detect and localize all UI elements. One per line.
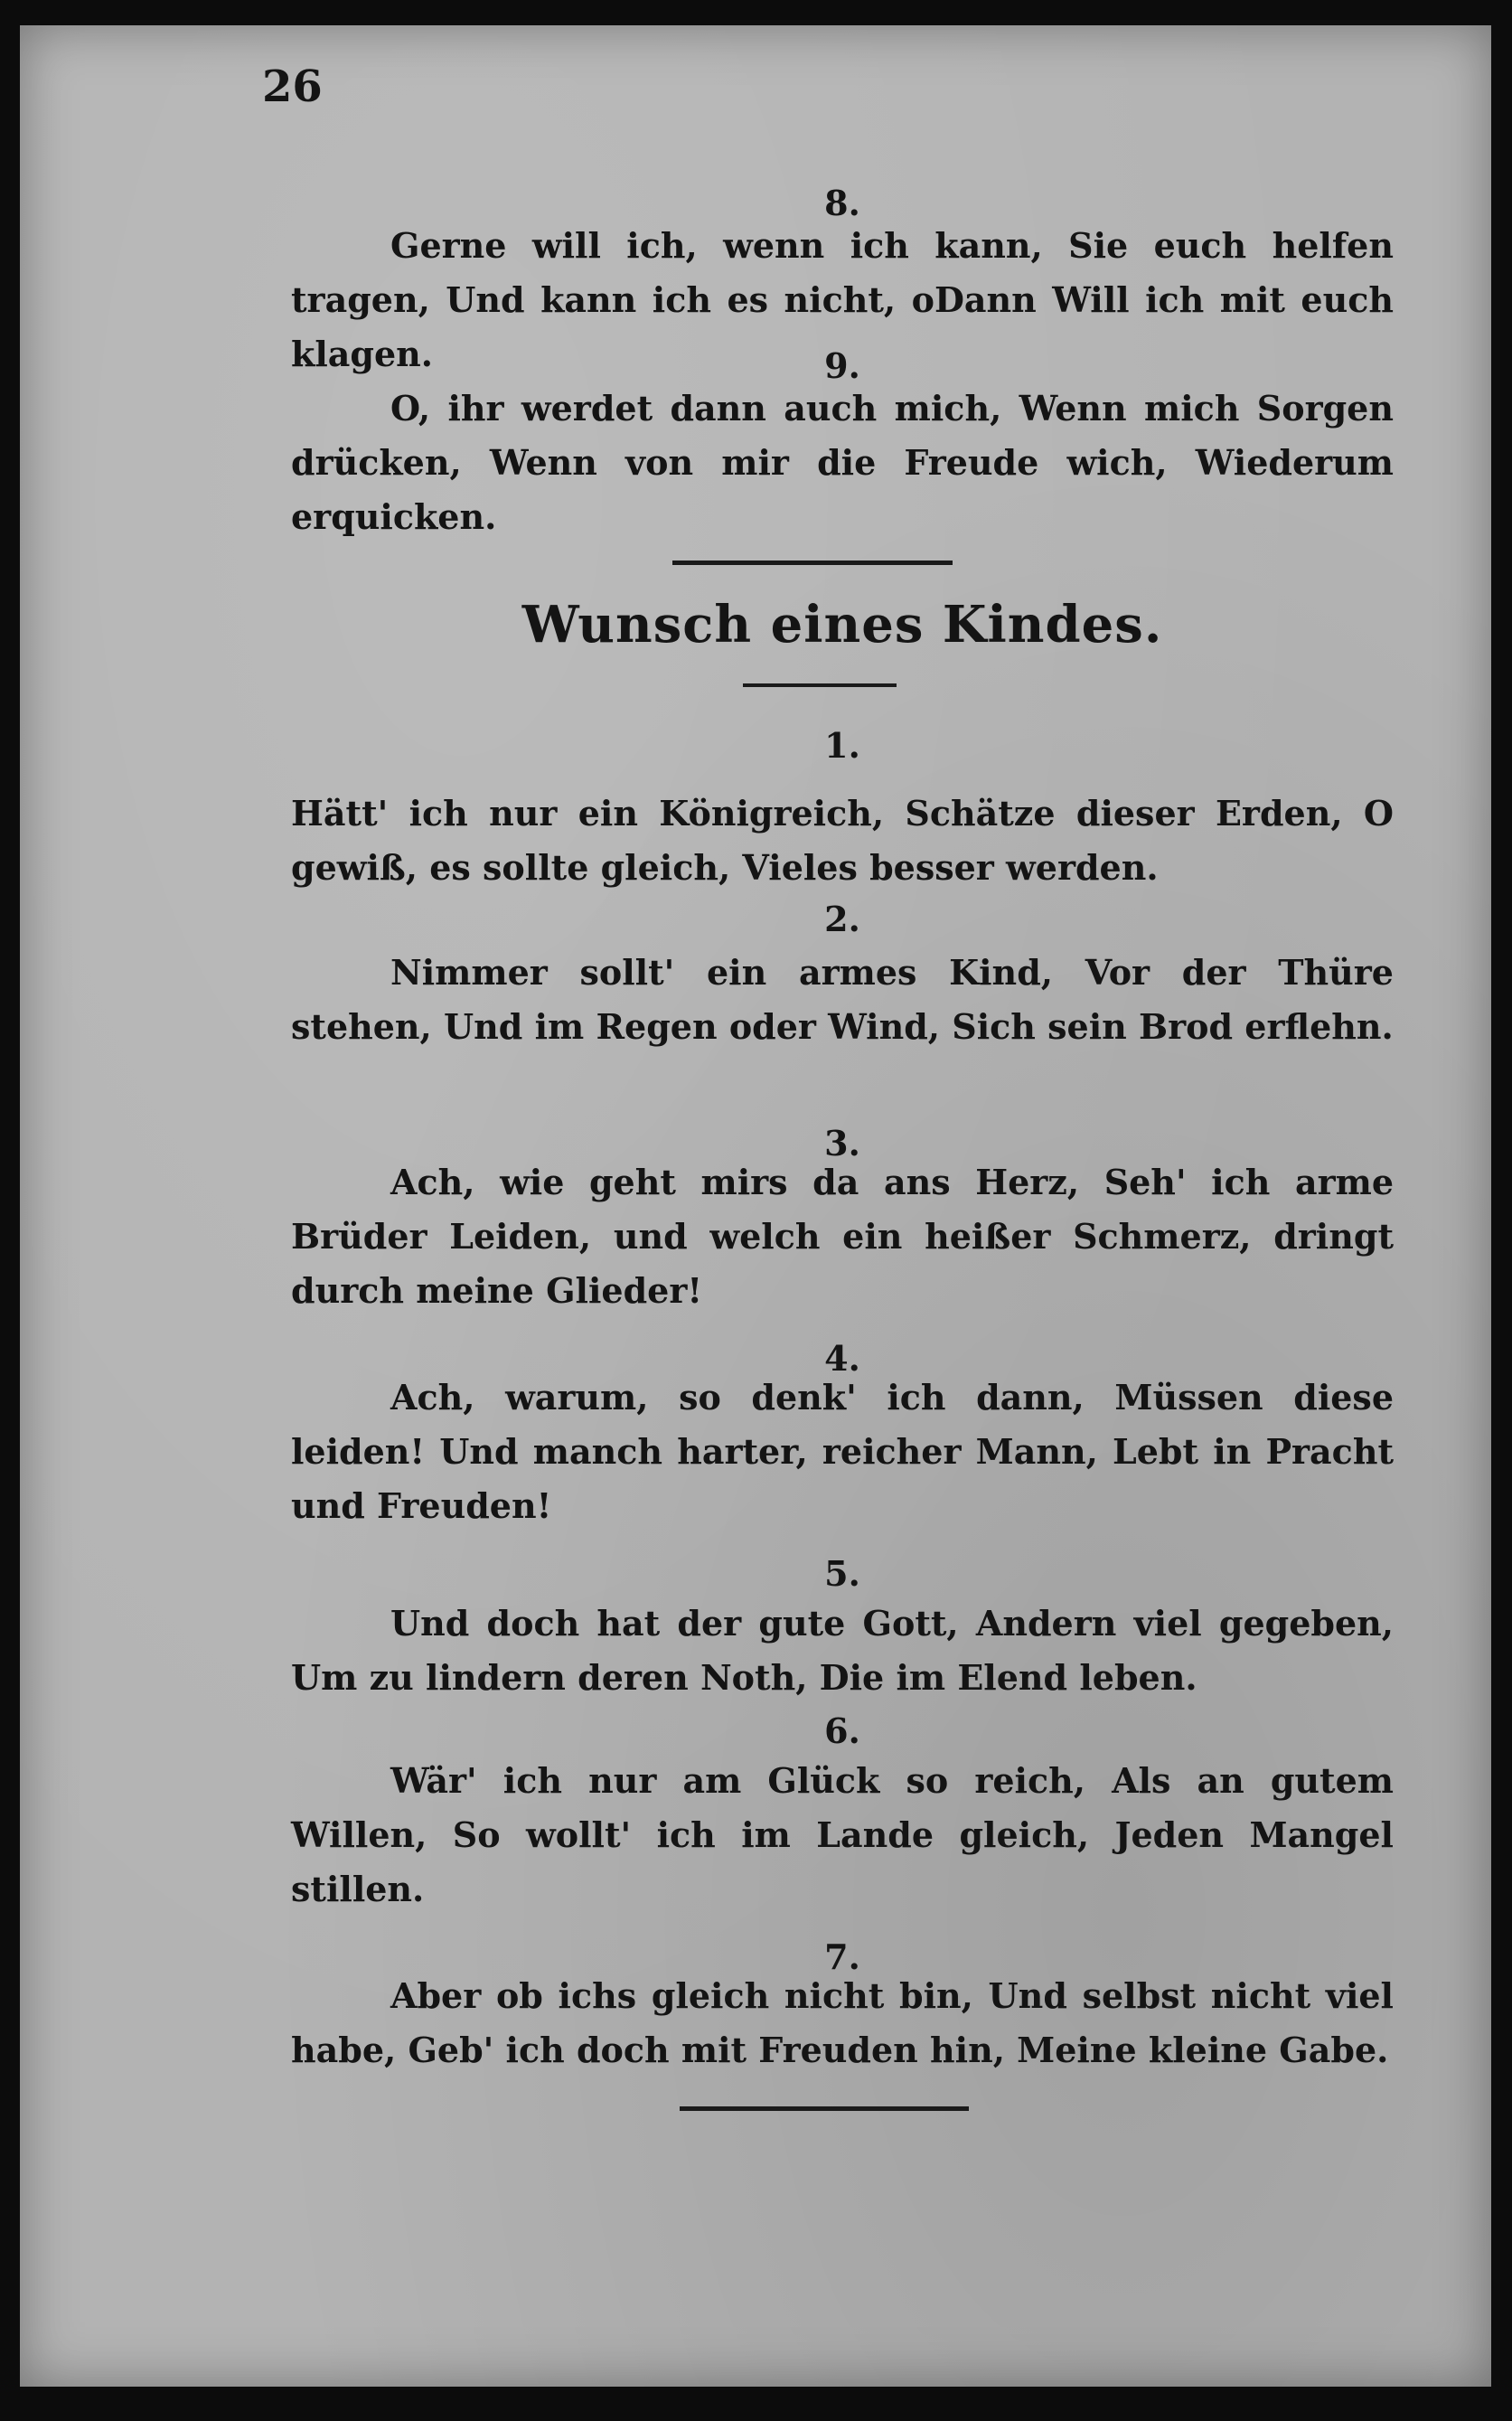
stanza-text: Ach, warum, so denk' ich dann, Müssen diese leiden! Und manch harter, reicher Mann, Lebt in Pracht und Freuden!	[291, 1377, 1394, 1526]
title-underline	[743, 683, 897, 687]
stanza-number: 6.	[824, 1710, 860, 1751]
page-number: 26	[262, 61, 323, 112]
stanza-text: Wär' ich nur am Glück so reich, Als an gutem Willen, So wollt' ich im Lande gleich, Jeden Mangel stillen.	[291, 1760, 1394, 1909]
stanza-number: 5.	[824, 1553, 860, 1594]
stanza-text: O, ihr werdet dann auch mich, Wenn mich Sorgen drücken, Wenn von mir die Freude wich, Wiederum erquicken.	[291, 388, 1394, 537]
stanza-text: Hätt' ich nur ein Königreich, Schätze dieser Erden, O gewiß, es sollte gleich, Vieles besser werden.	[291, 793, 1394, 888]
section-divider	[672, 561, 953, 565]
stanza-text: Aber ob ichs gleich nicht bin, Und selbst nicht viel habe, Geb' ich doch mit Freuden hin, Meine kleine Gabe.	[291, 1975, 1394, 2070]
stanza-number: 4.	[824, 1338, 860, 1379]
stanza-text: Und doch hat der gute Gott, Andern viel gegeben, Um zu lindern deren Noth, Die im Elend leben.	[291, 1603, 1394, 1698]
stanza-number: 3.	[824, 1123, 860, 1163]
stanza-number: 7.	[824, 1936, 860, 1977]
stanza-text: Nimmer sollt' ein armes Kind, Vor der Thüre stehen, Und im Regen oder Wind, Sich sein Brod erflehn.	[291, 952, 1394, 1047]
stanza-number: 9.	[824, 345, 860, 386]
book-page	[20, 25, 1491, 2387]
stanza-number: 1.	[824, 725, 860, 766]
poem-title: Wunsch eines Kindes.	[521, 595, 1163, 655]
stanza-number: 8.	[824, 183, 860, 223]
end-divider	[680, 2106, 969, 2111]
stanza-number: 2.	[824, 899, 860, 939]
stanza-text: Gerne will ich, wenn ich kann, Sie euch helfen tragen, Und kann ich es nicht, oDann Will ich mit euch klagen.	[291, 225, 1394, 374]
stanza-text: Ach, wie geht mirs da ans Herz, Seh' ich arme Brüder Leiden, und welch ein heißer Schmerz, dringt durch meine Glieder!	[291, 1162, 1394, 1311]
